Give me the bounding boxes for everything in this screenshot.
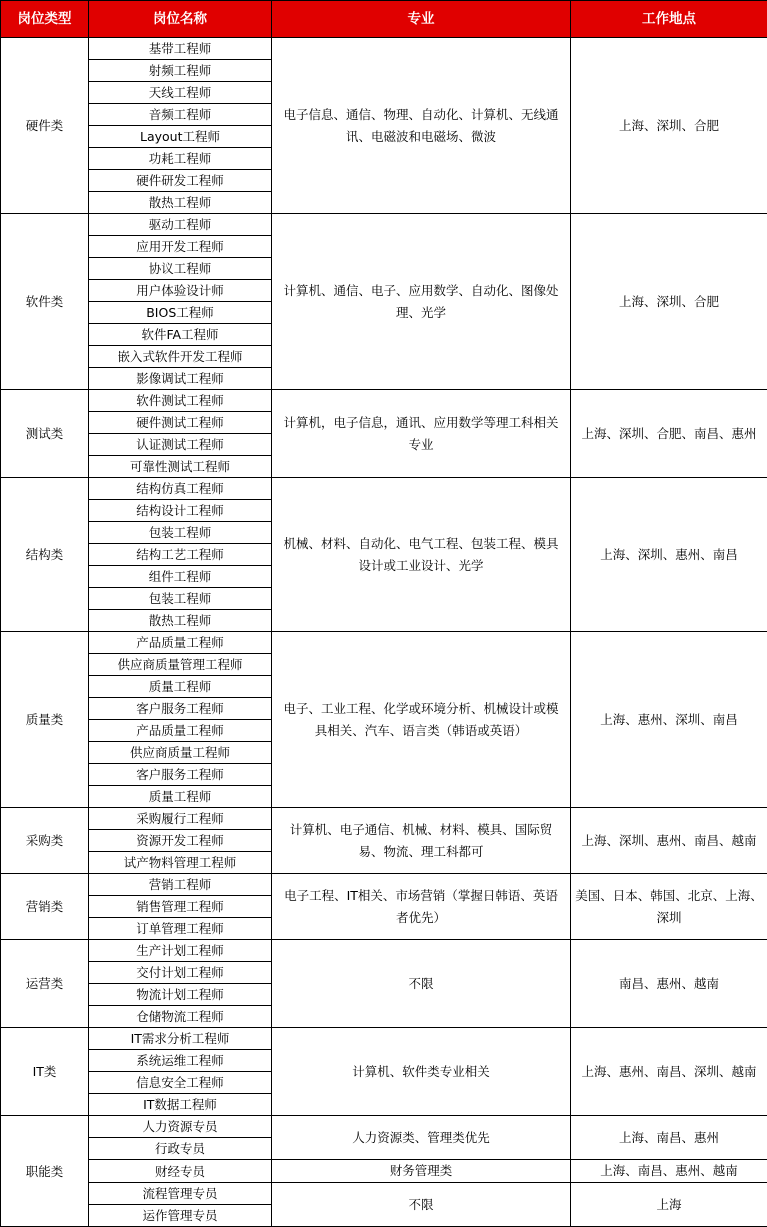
job-title-cell: 仓储物流工程师 [89, 1006, 272, 1028]
job-title-cell: 运作管理专员 [89, 1205, 272, 1227]
table-row [1, 214, 767, 236]
job-title-cell: 可靠性测试工程师 [89, 456, 272, 478]
location-cell: 上海、南昌、惠州 [571, 1116, 767, 1160]
location-cell: 上海、惠州、南昌、深圳、越南 [571, 1028, 767, 1116]
category-cell: 软件类 [1, 214, 89, 390]
header-location: 工作地点 [571, 1, 767, 38]
category-cell: 硬件类 [1, 38, 89, 214]
major-cell: 计算机、软件类专业相关 [272, 1028, 571, 1116]
job-title-cell: 营销工程师 [89, 874, 272, 896]
location-cell: 上海、惠州、深圳、南昌 [571, 632, 767, 808]
job-title-cell: 物流计划工程师 [89, 984, 272, 1006]
job-title-cell: 信息安全工程师 [89, 1072, 272, 1094]
location-cell: 上海、深圳、合肥、南昌、惠州 [571, 390, 767, 478]
job-title-cell: 影像调试工程师 [89, 368, 272, 390]
table-header [1, 1, 767, 38]
category-cell: 营销类 [1, 874, 89, 940]
job-title-cell: 组件工程师 [89, 566, 272, 588]
job-title-cell: 流程管理专员 [89, 1183, 272, 1205]
job-title-cell: BIOS工程师 [89, 302, 272, 324]
job-title-cell: 客户服务工程师 [89, 698, 272, 720]
job-title-cell: 硬件研发工程师 [89, 170, 272, 192]
table-row [1, 390, 767, 412]
job-title-cell: 行政专员 [89, 1138, 272, 1160]
location-cell: 美国、日本、韩国、北京、上海、深圳 [571, 874, 767, 940]
job-title-cell: 质量工程师 [89, 676, 272, 698]
job-title-cell: 人力资源专员 [89, 1116, 272, 1138]
job-title-cell: 散热工程师 [89, 610, 272, 632]
job-title-cell: 嵌入式软件开发工程师 [89, 346, 272, 368]
major-cell: 不限 [272, 940, 571, 1028]
job-title-cell: 功耗工程师 [89, 148, 272, 170]
table-row [1, 478, 767, 500]
major-cell: 财务管理类 [272, 1160, 571, 1183]
job-title-cell: 供应商质量管理工程师 [89, 654, 272, 676]
major-cell: 电子、工业工程、化学或环境分析、机械设计或模具相关、汽车、语言类（韩语或英语） [272, 632, 571, 808]
job-title-cell: 协议工程师 [89, 258, 272, 280]
job-title-cell: 认证测试工程师 [89, 434, 272, 456]
job-title-cell: 包装工程师 [89, 588, 272, 610]
table-row [1, 1028, 767, 1050]
job-title-cell: 射频工程师 [89, 60, 272, 82]
job-title-cell: 交付计划工程师 [89, 962, 272, 984]
table-row [1, 874, 767, 896]
job-title-cell: 系统运维工程师 [89, 1050, 272, 1072]
location-cell: 上海、深圳、惠州、南昌、越南 [571, 808, 767, 874]
job-title-cell: IT需求分析工程师 [89, 1028, 272, 1050]
table-row [1, 940, 767, 962]
category-cell: IT类 [1, 1028, 89, 1116]
table-row [1, 1160, 767, 1183]
job-title-cell: 散热工程师 [89, 192, 272, 214]
job-title-cell: 结构工艺工程师 [89, 544, 272, 566]
job-title-cell: 基带工程师 [89, 38, 272, 60]
job-title-cell: 采购履行工程师 [89, 808, 272, 830]
location-cell: 南昌、惠州、越南 [571, 940, 767, 1028]
table-row [1, 38, 767, 60]
category-cell: 结构类 [1, 478, 89, 632]
category-cell: 职能类 [1, 1116, 89, 1227]
table-row [1, 1116, 767, 1138]
job-title-cell: 结构设计工程师 [89, 500, 272, 522]
job-title-cell: 天线工程师 [89, 82, 272, 104]
table-row [1, 808, 767, 830]
job-title-cell: 用户体验设计师 [89, 280, 272, 302]
category-cell: 运营类 [1, 940, 89, 1028]
table-body [1, 38, 767, 1227]
job-title-cell: 产品质量工程师 [89, 632, 272, 654]
job-title-cell: 试产物料管理工程师 [89, 852, 272, 874]
major-cell: 不限 [272, 1183, 571, 1227]
location-cell: 上海、深圳、合肥 [571, 214, 767, 390]
major-cell: 电子信息、通信、物理、自动化、计算机、无线通讯、电磁波和电磁场、微波 [272, 38, 571, 214]
job-title-cell: 订单管理工程师 [89, 918, 272, 940]
category-cell: 质量类 [1, 632, 89, 808]
table-row [1, 1183, 767, 1205]
job-title-cell: IT数据工程师 [89, 1094, 272, 1116]
major-cell: 人力资源类、管理类优先 [272, 1116, 571, 1160]
header-type: 岗位类型 [1, 1, 89, 38]
job-title-cell: 应用开发工程师 [89, 236, 272, 258]
header-name: 岗位名称 [89, 1, 272, 38]
job-title-cell: 资源开发工程师 [89, 830, 272, 852]
location-cell: 上海、深圳、合肥 [571, 38, 767, 214]
job-title-cell: 生产计划工程师 [89, 940, 272, 962]
job-title-cell: 硬件测试工程师 [89, 412, 272, 434]
major-cell: 电子工程、IT相关、市场营销（掌握日韩语、英语者优先） [272, 874, 571, 940]
job-title-cell: 供应商质量工程师 [89, 742, 272, 764]
location-cell: 上海、深圳、惠州、南昌 [571, 478, 767, 632]
major-cell: 机械、材料、自动化、电气工程、包装工程、模具设计或工业设计、光学 [272, 478, 571, 632]
major-cell: 计算机，电子信息，通讯、应用数学等理工科相关专业 [272, 390, 571, 478]
job-title-cell: 客户服务工程师 [89, 764, 272, 786]
job-title-cell: 产品质量工程师 [89, 720, 272, 742]
job-title-cell: Layout工程师 [89, 126, 272, 148]
job-title-cell: 销售管理工程师 [89, 896, 272, 918]
header-major: 专业 [272, 1, 571, 38]
location-cell: 上海、南昌、惠州、越南 [571, 1160, 767, 1183]
job-title-cell: 包装工程师 [89, 522, 272, 544]
category-cell: 测试类 [1, 390, 89, 478]
job-title-cell: 音频工程师 [89, 104, 272, 126]
major-cell: 计算机、电子通信、机械、材料、模具、国际贸易、物流、理工科都可 [272, 808, 571, 874]
category-cell: 采购类 [1, 808, 89, 874]
job-title-cell: 驱动工程师 [89, 214, 272, 236]
major-cell: 计算机、通信、电子、应用数学、自动化、图像处理、光学 [272, 214, 571, 390]
job-title-cell: 结构仿真工程师 [89, 478, 272, 500]
job-title-cell: 软件测试工程师 [89, 390, 272, 412]
location-cell: 上海 [571, 1183, 767, 1227]
header-row [1, 1, 767, 38]
job-title-cell: 软件FA工程师 [89, 324, 272, 346]
table-row [1, 632, 767, 654]
job-title-cell: 质量工程师 [89, 786, 272, 808]
job-title-cell: 财经专员 [89, 1160, 272, 1183]
